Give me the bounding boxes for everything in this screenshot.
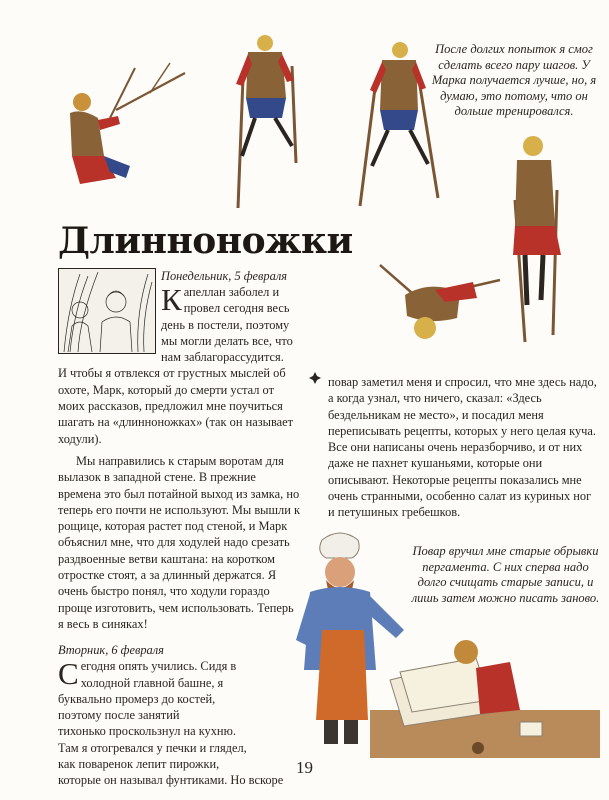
- entry1-line-3: день в постели, поэтому: [161, 317, 290, 332]
- caption-top-right: После долгих попыток я смог сделать всего пару шагов. У Марка получается лучше, но, я думаю, это потому, что он дольше тренировался.: [431, 42, 597, 118]
- entry1-line-5: нам заблагорассудится.: [161, 350, 284, 365]
- boy-standing-on-stilts: [513, 136, 561, 342]
- entry1-paragraph-1-rest: И чтобы я отвлекся от грустных мыслей об охоте, Марк, который до смерти устал от моих рассказов, предложил мне поучиться шагать на «длинноножках» (так он называет ходули).: [58, 366, 294, 446]
- small-note: [520, 722, 542, 736]
- entry1-line-1: апеллан заболел и: [183, 285, 280, 299]
- entry2-date: Вторник, 6 февраля: [58, 643, 164, 658]
- page-title: Длинноножки: [58, 220, 353, 262]
- entry1-opening: [161, 284, 302, 365]
- entry2-line-2: холодной главной башне, я: [80, 675, 224, 690]
- entry2-line-3: буквально промерз до костей,: [58, 691, 216, 706]
- boy-on-stilts-1: [236, 35, 296, 208]
- entry1-paragraph-2: Мы направились к старым воротам для вылазок в западной стене. В прежние времена это был потайной выход из замка, но теперь его почти не используют. Мы вышли к рощице, которая растет под стеной, и Марк объяснил мне, что для ходулей надо срезать раздвоенные ветви каштана: на коротком отростке стоят, а за длинный держатся. Я очень быстро понял, что ходули гораздо проще изготовить, чем использовать. Теперь я весь в синяках!: [58, 453, 300, 631]
- entry2-opening: [58, 658, 302, 788]
- page-number: 19: [296, 758, 313, 777]
- boy-cutting-branch: [70, 63, 185, 184]
- entry2-line-8: которые он называл фунтиками. Но вскоре: [58, 773, 284, 788]
- column-ornament-icon: [309, 372, 321, 384]
- ink-pot: [472, 742, 484, 754]
- boy-fallen: [380, 265, 500, 339]
- right-side-illustration: [375, 130, 575, 350]
- entry2-line-5: тихонько проскользнул на кухню.: [58, 724, 236, 739]
- entry1-date: Понедельник, 5 февраля: [161, 269, 287, 283]
- entry1-drop-cap: К: [161, 284, 182, 317]
- entry2-line-6: Там я отогревался у печки и глядел,: [58, 740, 247, 755]
- left-column: [58, 268, 302, 789]
- entry2-line-7: как поваренок лепит пирожки,: [58, 757, 220, 772]
- right-column-text: повар заметил меня и спросил, что мне здесь надо, а когда узнал, что ничего, сказал: «Здесь бездельникам не место», и посадил меня переписывать рецепты, которых у него целая куча. Все они написаны очень неразборчиво, и от них даже не пахнет кушаньями, которые они описывают. Некоторые рецепты показались мне очень странными, особенно салат из куриных ног и петушиных гребешков.: [328, 375, 597, 520]
- entry2-drop-cap: С: [58, 658, 79, 692]
- caption-cook: Повар вручил мне старые обрывки пергамента. С них сперва надо долго счищать старые записи, и лишь затем можно писать заново.: [411, 544, 600, 605]
- entry2-line-1: егодня опять учились. Сидя в: [80, 659, 237, 674]
- entry2-line-4: поэтому после занятий: [58, 708, 180, 723]
- entry1-line-4: мы могли делать все, что: [161, 333, 293, 348]
- entry1-line-2: провел сегодня весь: [183, 301, 290, 316]
